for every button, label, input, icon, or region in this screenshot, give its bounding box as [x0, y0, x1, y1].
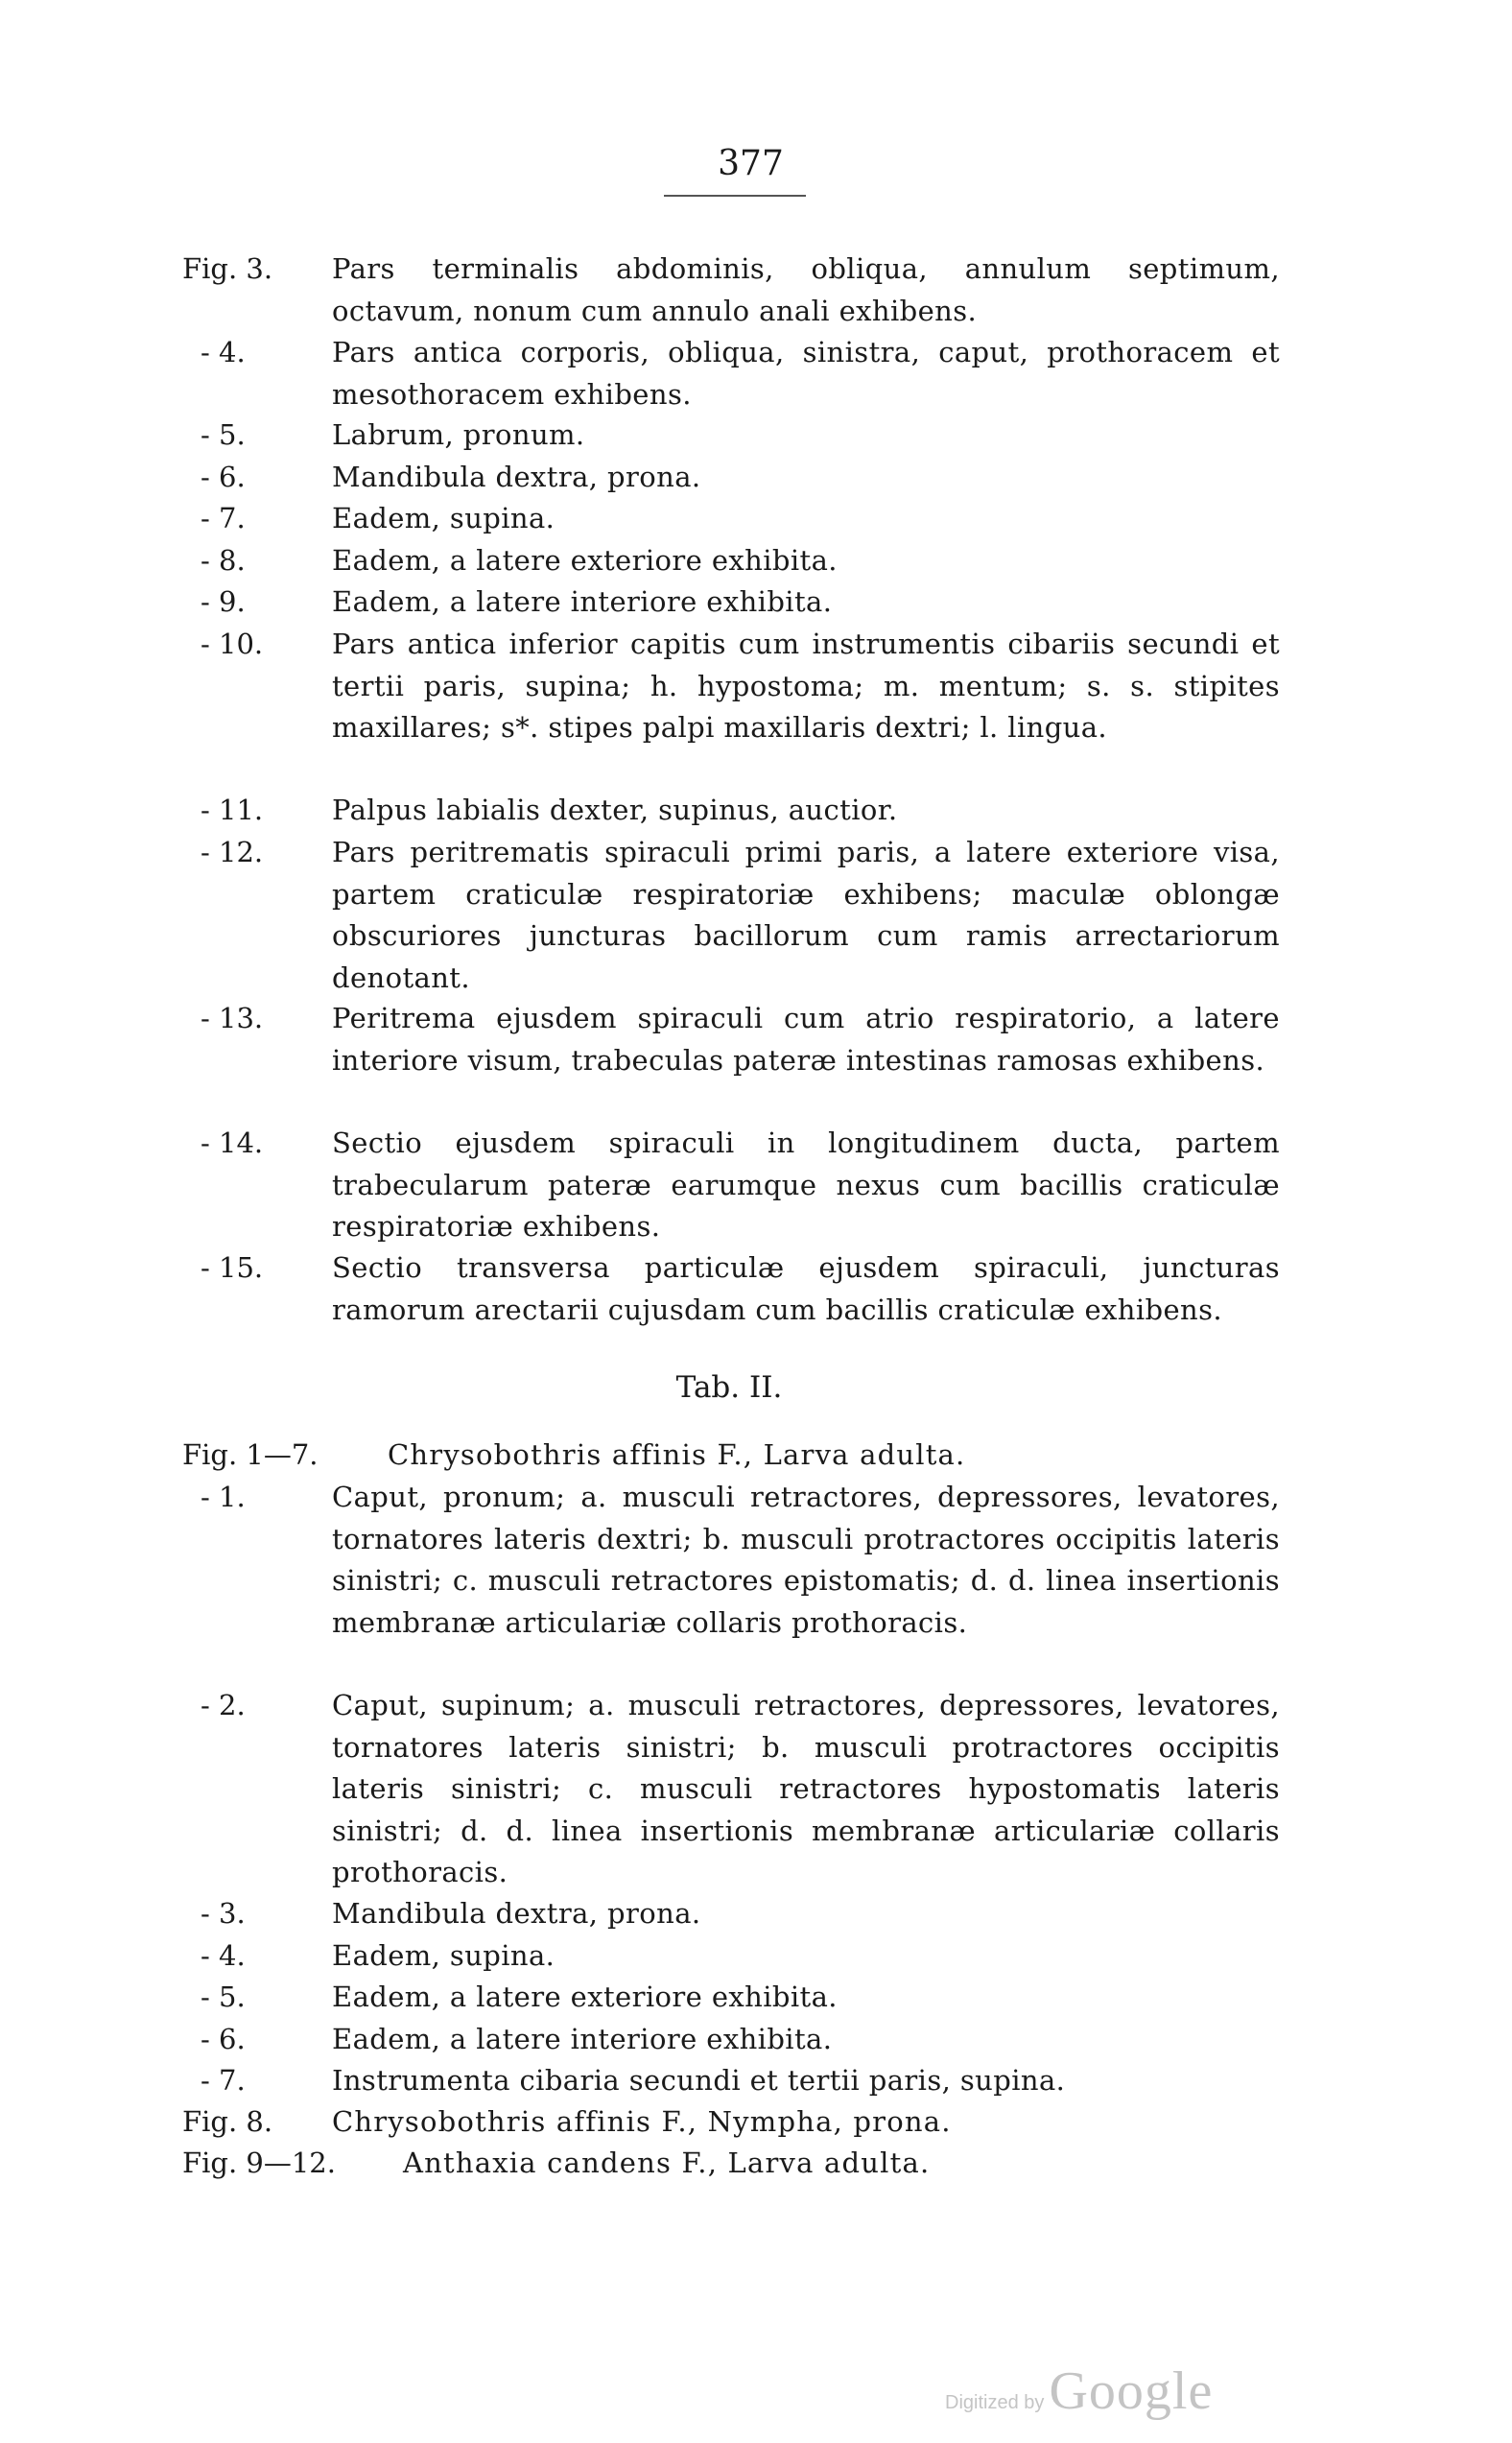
caption-text: Pars peritrematis spiraculi primi paris, a latere exteriore visa, partem craticulæ respiratoriæ exhibens; maculæ oblongæ obscuriores juncturas bacillorum cum ramis arrectariorum denotant.	[332, 836, 1280, 994]
caption-text: Chrysobothris affinis F., Nympha, prona.	[332, 2105, 952, 2138]
caption-text: Eadem, a latere interiore exhibita.	[332, 585, 833, 618]
figure-number: Fig. 8.	[182, 2105, 273, 2138]
figure-number: Fig. 1—7.	[182, 1438, 319, 1471]
figure-number: - 11.	[201, 794, 264, 826]
caption-text: Pars antica inferior capitis cum instrumentis cibariis secundi et tertii paris, supina; h. hypostoma; m. mentum; s. s. stipites maxillares; s*. stipes palpi maxillaris dextri; l. lingua.	[332, 628, 1280, 744]
figure-number: - 14.	[201, 1127, 264, 1159]
caption-text: Instrumenta cibaria secundi et tertii paris, supina.	[332, 2064, 1066, 2097]
caption-text: Anthaxia candens F., Larva adulta.	[403, 2147, 931, 2179]
caption-text: Eadem, a latere interiore exhibita.	[332, 2023, 833, 2055]
caption-text: Eadem, supina.	[332, 1939, 555, 1972]
figure-number: - 13.	[201, 1002, 264, 1034]
figure-number: - 6.	[201, 461, 246, 493]
caption-text: Peritrema ejusdem spiraculi cum atrio respiratorio, a latere interiore visum, trabeculas pateræ intestinas ramosas exhibens.	[332, 1002, 1280, 1077]
caption-text: Sectio ejusdem spiraculi in longitudinem ducta, partem trabecularum pateræ earumque nexus cum bacillis craticulæ respiratoriæ exhibens.	[332, 1127, 1280, 1243]
digitized-by-google-watermark	[945, 2360, 1213, 2422]
caption-text: Sectio transversa particulæ ejusdem spiraculi, juncturas ramorum arectarii cujusdam cum bacillis craticulæ exhibens.	[332, 1251, 1280, 1326]
caption-text: Caput, supinum; a. musculi retractores, depressores, levatores, tornatores lateris sinistri; b. musculi protractores occipitis lateris sinistri; c. musculi retractores hypostomatis lateris sinistri; d. d. linea insertionis membranæ articulariæ collaris prothoracis.	[332, 1689, 1280, 1888]
figure-number: - 4.	[201, 1939, 246, 1972]
google-logo: Google	[1049, 2361, 1214, 2421]
caption-text: Eadem, supina.	[332, 502, 555, 534]
caption-text: Chrysobothris affinis F., Larva adulta.	[388, 1438, 966, 1471]
caption-text: Eadem, a latere exteriore exhibita.	[332, 544, 838, 577]
figure-number: - 7.	[201, 2064, 246, 2097]
page-number-rule	[664, 195, 806, 197]
figure-number: - 5.	[201, 418, 246, 451]
figure-number: - 15.	[201, 1251, 264, 1284]
page-number: 377	[718, 144, 784, 183]
watermark-prefix: Digitized by	[945, 2392, 1045, 2413]
caption-text: Caput, pronum; a. musculi retractores, depressores, levatores, tornatores lateris dextri; b. musculi protractores occipitis lateris sinistri; c. musculi retractores epistomatis; d. d. linea insertionis membranæ articulariæ collaris prothoracis.	[332, 1481, 1280, 1639]
figure-number: - 8.	[201, 544, 246, 577]
figure-number: - 5.	[201, 1980, 246, 2013]
figure-number: - 12.	[201, 836, 264, 868]
caption-text: Eadem, a latere exteriore exhibita.	[332, 1980, 838, 2013]
figure-number: Fig. 9—12.	[182, 2147, 336, 2179]
figure-number: - 9.	[201, 585, 246, 618]
figure-number: - 7.	[201, 502, 246, 534]
figure-number: - 1.	[201, 1481, 246, 1513]
figure-number: - 6.	[201, 2023, 246, 2055]
figure-number: - 3.	[201, 1897, 246, 1930]
caption-text: Mandibula dextra, prona.	[332, 461, 701, 493]
table-heading: Tab. II.	[675, 1370, 783, 1405]
caption-text: Mandibula dextra, prona.	[332, 1897, 701, 1930]
caption-text: Pars terminalis abdominis, obliqua, annulum septimum, octavum, nonum cum annulo anali exhibens.	[332, 252, 1280, 327]
figure-number: - 10.	[201, 628, 264, 660]
caption-text: Pars antica corporis, obliqua, sinistra, caput, prothoracem et mesothoracem exhibens.	[332, 336, 1280, 411]
caption-text: Labrum, pronum.	[332, 418, 585, 451]
figure-number: Fig. 3.	[182, 252, 273, 285]
figure-number: - 4.	[201, 336, 246, 368]
figure-number: - 2.	[201, 1689, 246, 1721]
caption-text: Palpus labialis dexter, supinus, auctior.	[332, 794, 898, 826]
